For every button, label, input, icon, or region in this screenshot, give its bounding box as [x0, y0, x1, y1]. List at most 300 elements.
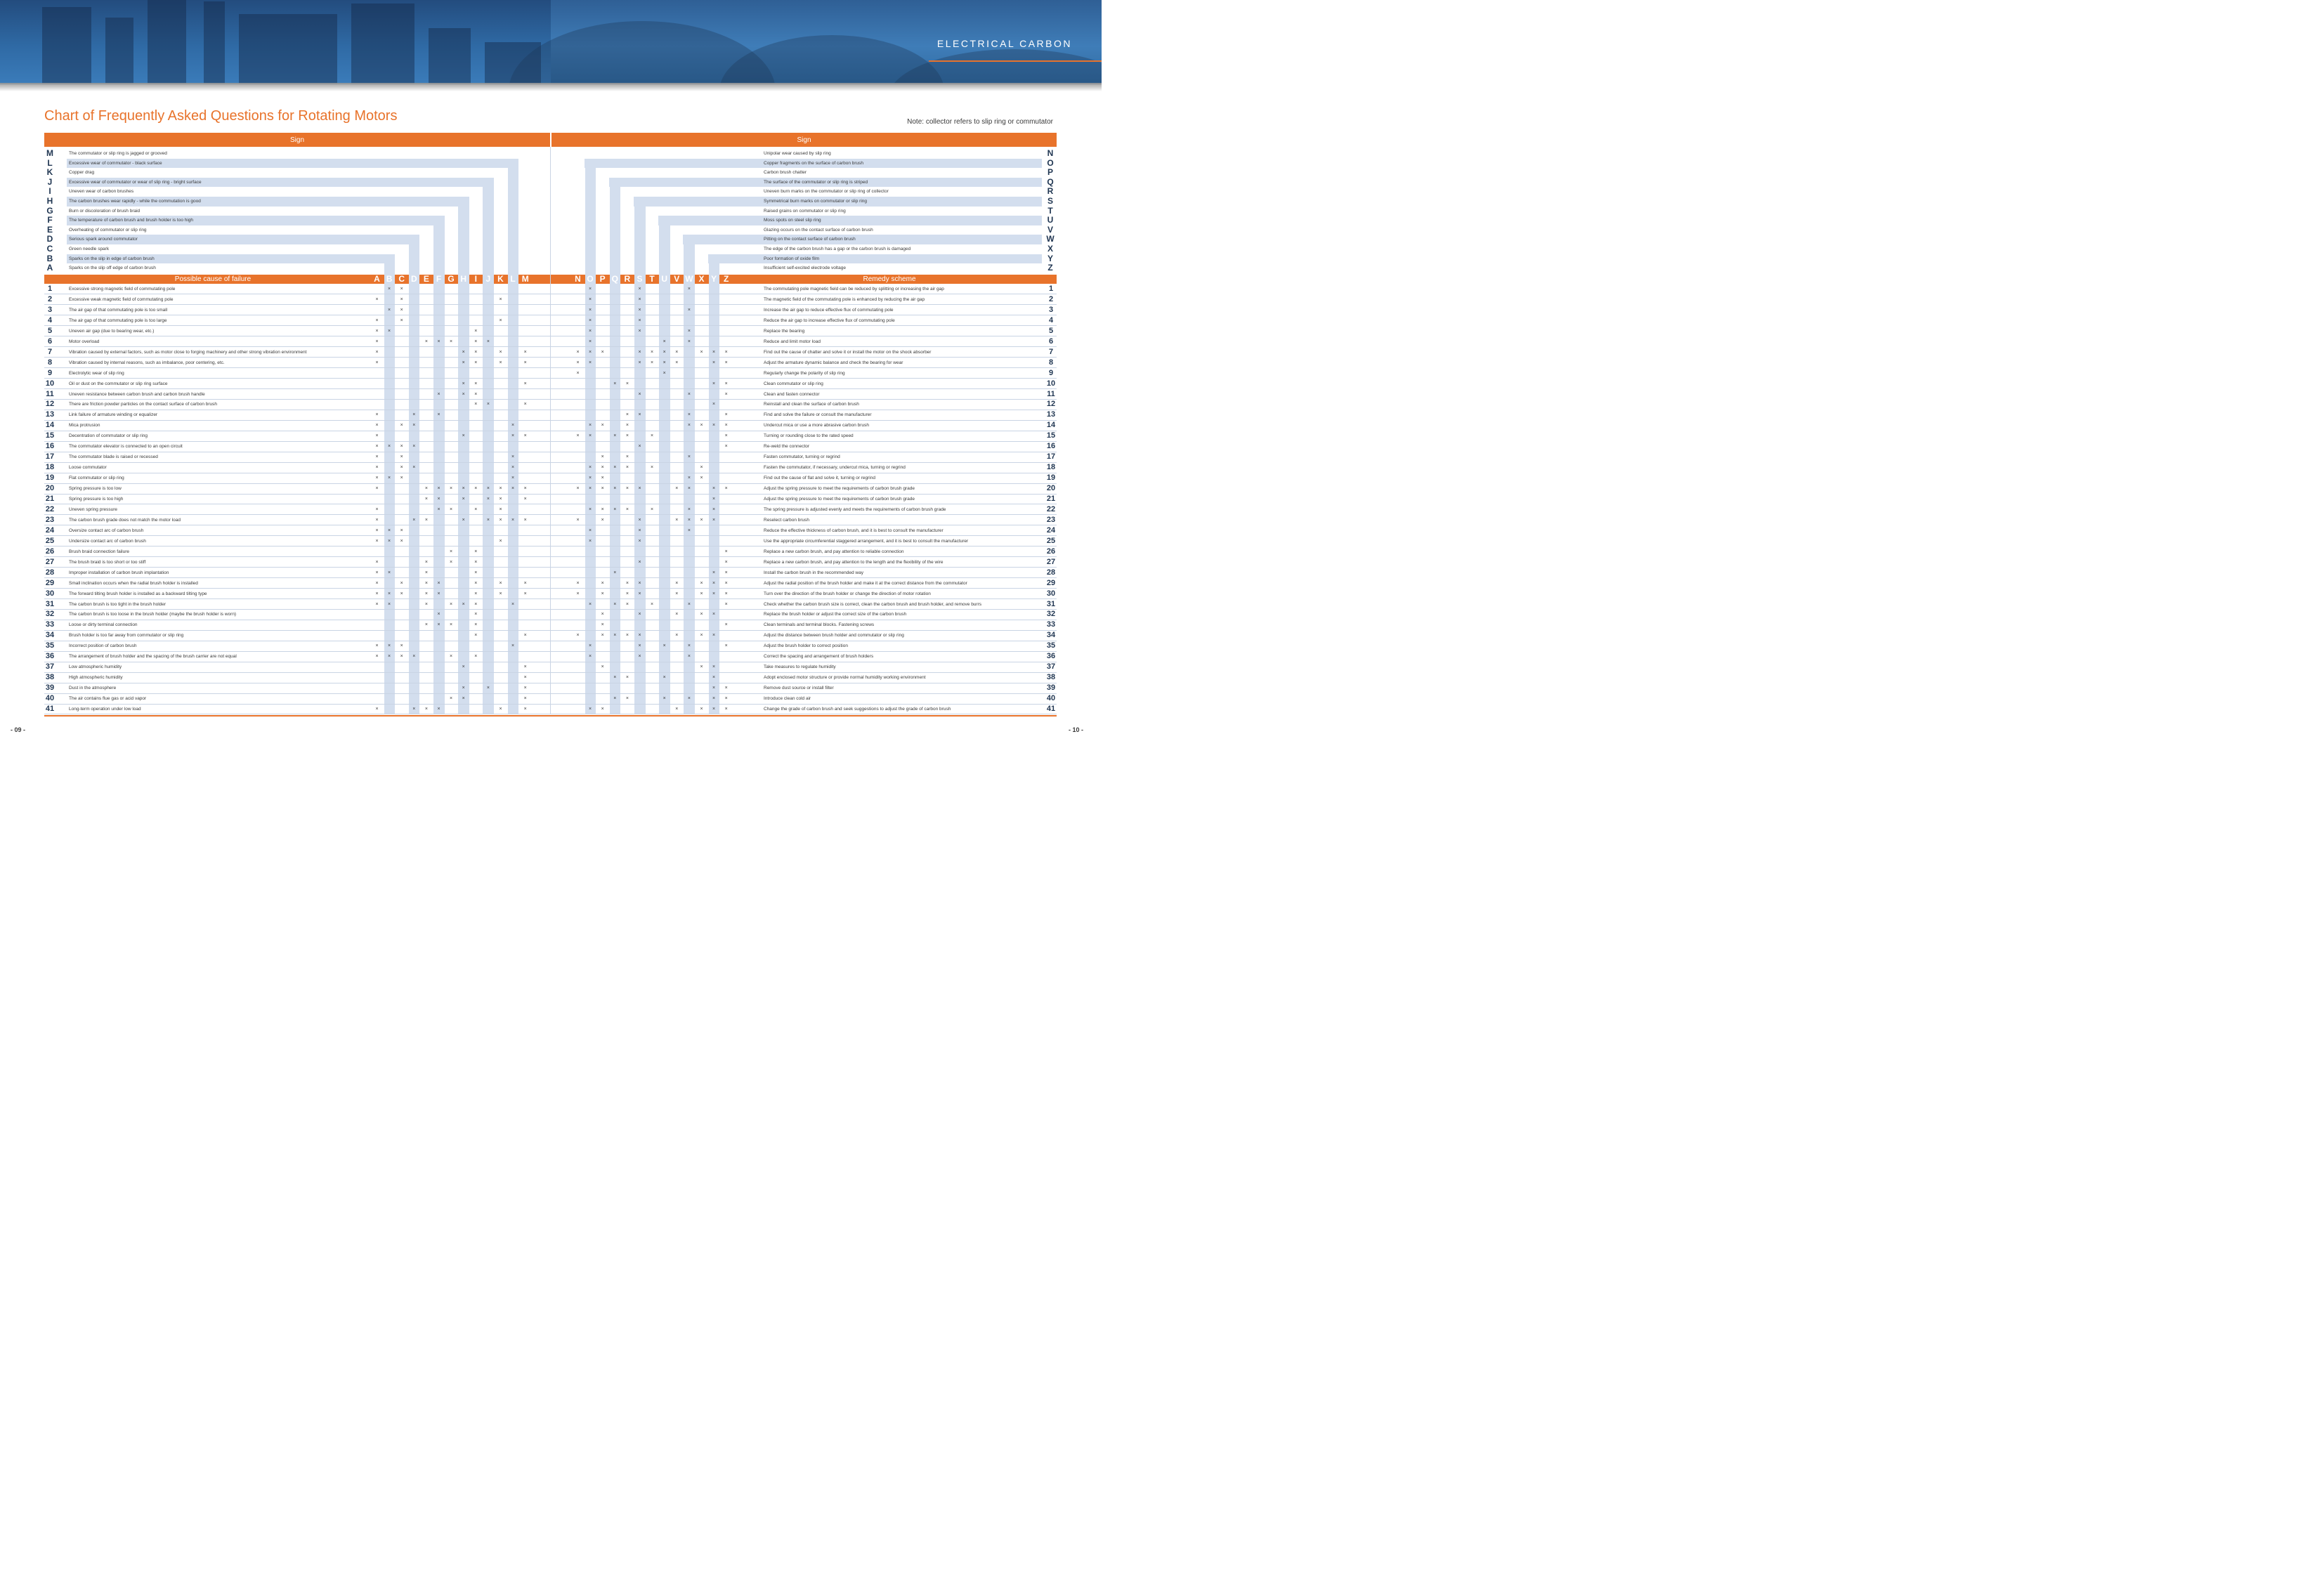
mark-a: ×	[375, 559, 379, 565]
row-number: 19	[45, 473, 55, 483]
remedy-text: Clean commutator or slip ring	[764, 381, 823, 386]
cause-text: Small inclination occurs when the radial brush holder is installed	[69, 580, 198, 586]
row-number: 41	[1046, 705, 1056, 713]
mark-p: ×	[601, 454, 604, 460]
mark-a: ×	[375, 360, 379, 365]
remedy-text: Correct the spacing and arrangement of brush holders	[764, 654, 874, 660]
page-number-right: - 10 -	[1069, 726, 1084, 733]
mark-o: ×	[589, 328, 592, 334]
remedy-text: Clean terminals and terminal blocks. Fastening screws	[764, 622, 875, 628]
mark-a: ×	[375, 601, 379, 607]
mark-o: ×	[589, 307, 592, 313]
remedy-text: Find and solve the failure or consult the manufacturer	[764, 412, 872, 418]
mark-e: ×	[424, 622, 428, 628]
mark-i: ×	[474, 622, 478, 628]
mark-p: ×	[601, 423, 604, 428]
cause-text: Decentration of commutator or slip ring	[69, 433, 148, 439]
mark-d: ×	[412, 412, 416, 418]
column-letter-u: U	[661, 274, 668, 284]
mark-l: ×	[511, 423, 515, 428]
mark-s: ×	[638, 486, 641, 492]
column-band-j	[483, 178, 494, 714]
mark-q: ×	[613, 601, 617, 607]
remedy-text: Replace the brush holder or adjust the correct size of the carbon brush	[764, 612, 907, 617]
mark-s: ×	[638, 517, 641, 523]
sign-strip-u	[658, 216, 1042, 225]
row-number: 35	[1046, 641, 1056, 650]
sign-letter-c: C	[46, 244, 53, 254]
row-number: 27	[45, 557, 55, 566]
mark-w: ×	[687, 696, 691, 702]
remedy-header: Remedy scheme	[863, 275, 916, 283]
row-number: 31	[45, 599, 55, 608]
sign-text-s: Symmetrical burn marks on commutator or slip ring	[764, 199, 868, 204]
mark-r: ×	[625, 454, 629, 460]
column-band-u	[659, 216, 670, 714]
mark-a: ×	[375, 423, 379, 428]
row-divider	[44, 441, 1057, 442]
mark-c: ×	[400, 643, 403, 649]
mark-z: ×	[724, 570, 728, 575]
mark-t: ×	[651, 601, 654, 607]
mark-z: ×	[724, 423, 728, 428]
mark-c: ×	[400, 476, 403, 481]
column-letter-f: F	[436, 274, 442, 284]
faq-chart	[0, 0, 1102, 738]
mark-m: ×	[523, 665, 527, 670]
mark-i: ×	[474, 591, 478, 596]
mark-a: ×	[375, 465, 379, 471]
row-number: 35	[45, 641, 55, 650]
mark-r: ×	[625, 381, 629, 386]
mark-w: ×	[687, 412, 691, 418]
mark-z: ×	[724, 486, 728, 492]
row-number: 39	[1046, 683, 1056, 693]
cause-text: Vibration caused by external factors, such as motor close to forging machinery and other strong vibration environment	[69, 349, 307, 355]
sign-letter-m: M	[46, 148, 53, 158]
row-number: 2	[47, 294, 53, 303]
row-number: 15	[1046, 431, 1056, 440]
column-band-f	[433, 216, 445, 714]
sign-header-left: Sign	[44, 133, 550, 147]
row-number: 32	[1046, 610, 1056, 619]
mark-i: ×	[474, 328, 478, 334]
mark-j: ×	[486, 517, 490, 523]
mark-a: ×	[375, 296, 379, 302]
page-number-left: - 09 -	[11, 726, 26, 733]
row-divider	[44, 546, 1057, 547]
row-number: 20	[1046, 484, 1056, 493]
cause-text: Brush holder is too far away from commutator or slip ring	[69, 633, 184, 639]
mark-a: ×	[375, 528, 379, 533]
cause-text: The air gap of that commutating pole is too small	[69, 307, 168, 313]
cause-text: The commutator elevator is connected to an open circuit	[69, 444, 183, 450]
mark-a: ×	[375, 486, 379, 492]
mark-c: ×	[400, 423, 403, 428]
sign-text-d: Serious spark around commutator	[69, 237, 138, 242]
mark-v: ×	[675, 580, 679, 586]
cause-text: The commutator blade is raised or recessed	[69, 454, 158, 460]
mark-h: ×	[462, 381, 465, 386]
mark-a: ×	[375, 433, 379, 439]
mark-i: ×	[474, 559, 478, 565]
column-letter-n: N	[575, 274, 581, 284]
mark-m: ×	[523, 433, 527, 439]
mark-a: ×	[375, 506, 379, 512]
mark-o: ×	[589, 528, 592, 533]
mark-h: ×	[462, 433, 465, 439]
mark-r: ×	[625, 433, 629, 439]
sign-letter-w: W	[1046, 234, 1055, 244]
cause-text: Uneven resistance between carbon brush and carbon brush handle	[69, 391, 205, 397]
column-letter-w: W	[685, 274, 693, 284]
mark-m: ×	[523, 497, 527, 502]
row-number: 39	[45, 683, 55, 693]
mark-i: ×	[474, 339, 478, 344]
mark-w: ×	[687, 601, 691, 607]
sign-letter-a: A	[46, 263, 53, 273]
mark-s: ×	[638, 559, 641, 565]
row-number: 7	[47, 347, 53, 356]
mark-y: ×	[712, 665, 716, 670]
mark-n: ×	[576, 349, 580, 355]
remedy-text: Change the grade of carbon brush and seek suggestions to adjust the grade of carbon brush	[764, 707, 951, 712]
row-number: 29	[1046, 578, 1056, 587]
sign-letter-f: F	[47, 215, 53, 225]
row-divider	[44, 325, 1057, 326]
mark-b: ×	[388, 643, 391, 649]
mark-z: ×	[724, 412, 728, 418]
row-number: 18	[45, 463, 55, 472]
row-number: 16	[1046, 442, 1056, 451]
mark-p: ×	[601, 580, 604, 586]
mark-i: ×	[474, 549, 478, 554]
mark-b: ×	[388, 591, 391, 596]
mark-h: ×	[462, 517, 465, 523]
sign-text-k: Copper drag	[69, 170, 95, 176]
column-letter-g: G	[448, 274, 455, 284]
remedy-text: Adjust the brush holder to correct position	[764, 643, 848, 649]
row-number: 38	[1046, 673, 1056, 682]
row-number: 19	[1046, 473, 1056, 483]
mark-x: ×	[700, 476, 703, 481]
remedy-text: Install the carbon brush in the recommended way	[764, 570, 863, 575]
row-number: 17	[1046, 452, 1056, 462]
sign-letter-r: R	[1047, 186, 1054, 197]
mark-r: ×	[625, 633, 629, 639]
sign-text-y: Poor formation of oxide film	[764, 256, 820, 261]
mark-r: ×	[625, 591, 629, 596]
mark-o: ×	[589, 465, 592, 471]
mark-d: ×	[412, 654, 416, 660]
mark-b: ×	[388, 476, 391, 481]
sign-strip-w	[683, 235, 1042, 244]
sign-letter-z: Z	[1047, 263, 1053, 273]
mark-q: ×	[613, 570, 617, 575]
mark-i: ×	[474, 381, 478, 386]
mark-r: ×	[625, 506, 629, 512]
sign-text-z: Insufficient self-excited electrode voltage	[764, 266, 846, 271]
sign-header-right: Sign	[551, 133, 1057, 147]
mark-z: ×	[724, 549, 728, 554]
mark-e: ×	[424, 601, 428, 607]
mark-w: ×	[687, 476, 691, 481]
cause-text: Uneven air gap (due to bearing wear, etc.)	[69, 328, 155, 334]
mark-b: ×	[388, 287, 391, 292]
mark-j: ×	[486, 339, 490, 344]
cause-text: Incorrect position of carbon brush	[69, 643, 137, 649]
mark-i: ×	[474, 601, 478, 607]
sign-text-a: Sparks on the slip off edge of carbon brush	[69, 266, 156, 271]
remedy-text: Adjust the spring pressure to meet the requirements of carbon brush grade	[764, 497, 915, 502]
row-divider	[44, 367, 1057, 368]
row-number: 8	[1048, 358, 1054, 367]
mark-f: ×	[437, 612, 440, 617]
remedy-text: Adjust the radial position of the brush holder and make it at the correct distance from the commutator	[764, 580, 967, 586]
remedy-text: Adopt enclosed motor structure or provide normal humidity working environment	[764, 675, 926, 681]
mark-r: ×	[625, 601, 629, 607]
mark-m: ×	[523, 381, 527, 386]
sign-letter-x: X	[1047, 244, 1053, 254]
mark-w: ×	[687, 328, 691, 334]
remedy-text: Replace a new carbon brush, and pay attention to reliable connection	[764, 549, 904, 554]
mark-d: ×	[412, 517, 416, 523]
mark-l: ×	[511, 601, 515, 607]
remedy-text: Take measures to regulate humidity	[764, 665, 836, 670]
mark-m: ×	[523, 517, 527, 523]
mark-z: ×	[724, 349, 728, 355]
mark-s: ×	[638, 349, 641, 355]
row-number: 29	[45, 578, 55, 587]
mark-c: ×	[400, 454, 403, 460]
mark-e: ×	[424, 339, 428, 344]
mark-u: ×	[662, 370, 666, 376]
row-number: 16	[45, 442, 55, 451]
brand-label: ELECTRICAL CARBON	[936, 38, 1072, 49]
mark-o: ×	[589, 707, 592, 712]
row-number: 2	[1048, 294, 1054, 303]
mark-g: ×	[450, 654, 453, 660]
mark-a: ×	[375, 328, 379, 334]
cause-text: Loose commutator	[69, 465, 107, 471]
mark-m: ×	[523, 349, 527, 355]
mark-i: ×	[474, 633, 478, 639]
column-letter-k: K	[497, 274, 504, 284]
row-number: 5	[1048, 326, 1054, 335]
column-letter-y: Y	[711, 274, 717, 284]
cause-header: Possible cause of failure	[174, 275, 252, 283]
row-number: 27	[1046, 557, 1056, 566]
mark-f: ×	[437, 497, 440, 502]
mark-n: ×	[576, 580, 580, 586]
mark-c: ×	[400, 528, 403, 533]
mark-p: ×	[601, 517, 604, 523]
mark-n: ×	[576, 517, 580, 523]
table-bottom-rule	[44, 715, 1057, 716]
mark-y: ×	[712, 707, 716, 712]
sign-text-b: Sparks on the slip in edge of carbon brush	[69, 256, 155, 261]
mark-p: ×	[601, 591, 604, 596]
mark-x: ×	[700, 349, 703, 355]
mark-i: ×	[474, 654, 478, 660]
column-band-d	[409, 235, 420, 714]
cause-text: Oversize contact arc of carbon brush	[69, 528, 144, 533]
remedy-text: Remove dust source or install filter	[764, 686, 834, 691]
remedy-text: Check whether the carbon brush size is correct, clean the carbon brush and brush holder, and remove burrs	[764, 601, 982, 607]
mark-i: ×	[474, 360, 478, 365]
mark-s: ×	[638, 412, 641, 418]
cause-text: The air contains flue gas or acid vapor	[69, 696, 147, 702]
row-number: 10	[45, 379, 55, 388]
row-divider	[44, 567, 1057, 568]
mark-e: ×	[424, 517, 428, 523]
mark-a: ×	[375, 349, 379, 355]
column-letter-m: M	[521, 274, 529, 284]
row-divider	[44, 420, 1057, 421]
sign-letter-t: T	[1047, 205, 1053, 216]
column-letter-c: C	[398, 274, 405, 284]
row-number: 13	[45, 410, 55, 419]
mark-i: ×	[474, 349, 478, 355]
mark-k: ×	[499, 591, 502, 596]
row-number: 25	[1046, 536, 1056, 545]
mark-o: ×	[589, 643, 592, 649]
mark-c: ×	[400, 538, 403, 544]
mark-o: ×	[589, 654, 592, 660]
remedy-text: Replace a new carbon brush, and pay attention to the length and the flexibility of the wire	[764, 559, 944, 565]
column-letter-d: D	[410, 274, 417, 284]
row-number: 28	[45, 568, 55, 577]
mark-s: ×	[638, 643, 641, 649]
row-number: 8	[47, 358, 53, 367]
mark-h: ×	[462, 601, 465, 607]
mark-x: ×	[700, 423, 703, 428]
sign-text-g: Burn or discoloration of brush braid	[69, 208, 141, 214]
mark-h: ×	[462, 349, 465, 355]
mark-y: ×	[712, 402, 716, 407]
column-letter-i: I	[474, 274, 477, 284]
sign-text-t: Raised grains on commutator or slip ring	[764, 208, 846, 214]
row-number: 14	[1046, 421, 1056, 430]
column-letter-p: P	[599, 274, 606, 284]
mark-k: ×	[499, 296, 502, 302]
mark-l: ×	[511, 476, 515, 481]
row-number: 10	[1046, 379, 1056, 388]
mark-k: ×	[499, 318, 502, 323]
mark-n: ×	[576, 433, 580, 439]
sign-letter-n: N	[1047, 148, 1054, 158]
mark-m: ×	[523, 402, 527, 407]
row-number: 30	[1046, 589, 1056, 598]
mark-w: ×	[687, 339, 691, 344]
cause-text: Spring pressure is too low	[69, 486, 122, 492]
mark-n: ×	[576, 633, 580, 639]
cause-text: The carbon brush is too tight in the brush holder	[69, 601, 167, 607]
row-number: 11	[1047, 389, 1055, 398]
mark-t: ×	[651, 465, 654, 471]
row-number: 28	[1046, 568, 1056, 577]
mark-p: ×	[601, 633, 604, 639]
row-divider	[44, 630, 1057, 631]
column-letter-a: A	[374, 274, 380, 284]
mark-u: ×	[662, 643, 666, 649]
row-number: 3	[47, 305, 53, 314]
sign-letter-l: L	[47, 157, 53, 168]
sign-text-w: Pitting on the contact surface of carbon brush	[764, 237, 856, 242]
mark-s: ×	[638, 328, 641, 334]
mark-n: ×	[576, 486, 580, 492]
mark-q: ×	[613, 506, 617, 512]
mark-y: ×	[712, 506, 716, 512]
column-letter-z: Z	[724, 274, 729, 284]
mark-k: ×	[499, 517, 502, 523]
mark-y: ×	[712, 517, 716, 523]
mark-m: ×	[523, 696, 527, 702]
mark-v: ×	[675, 486, 679, 492]
mark-s: ×	[638, 528, 641, 533]
mark-e: ×	[424, 707, 428, 712]
mark-a: ×	[375, 339, 379, 344]
column-letter-h: H	[460, 274, 467, 284]
cause-text: Low atmospheric humidity	[69, 665, 122, 670]
mark-o: ×	[589, 433, 592, 439]
cause-text: Loose or dirty terminal connection	[69, 622, 138, 628]
row-number: 11	[46, 389, 54, 398]
mark-s: ×	[638, 633, 641, 639]
row-number: 15	[45, 431, 55, 440]
mark-k: ×	[499, 506, 502, 512]
cause-text: The arrangement of brush holder and the spacing of the brush carrier are not equal	[69, 654, 237, 660]
mark-t: ×	[651, 433, 654, 439]
mark-s: ×	[638, 444, 641, 450]
mark-w: ×	[687, 654, 691, 660]
mark-f: ×	[437, 580, 440, 586]
mark-z: ×	[724, 622, 728, 628]
mark-v: ×	[675, 349, 679, 355]
row-number: 21	[45, 495, 55, 503]
mark-a: ×	[375, 476, 379, 481]
row-number: 30	[45, 589, 55, 598]
mark-c: ×	[400, 287, 403, 292]
column-letter-x: X	[698, 274, 705, 284]
sign-letter-o: O	[1047, 157, 1054, 168]
sign-letter-p: P	[1047, 167, 1053, 178]
sign-text-n: Unipolar wear caused by slip ring	[764, 151, 831, 156]
mark-x: ×	[700, 633, 703, 639]
mark-c: ×	[400, 580, 403, 586]
row-number: 38	[45, 673, 55, 682]
mark-x: ×	[700, 465, 703, 471]
cause-text: Flat commutator or slip ring	[69, 476, 124, 481]
mark-d: ×	[412, 444, 416, 450]
mark-w: ×	[687, 486, 691, 492]
mark-z: ×	[724, 444, 728, 450]
mark-s: ×	[638, 318, 641, 323]
mark-o: ×	[589, 287, 592, 292]
mark-o: ×	[589, 506, 592, 512]
column-letter-v: V	[674, 274, 680, 284]
sign-text-o: Copper fragments on the surface of carbon brush	[764, 160, 863, 166]
row-number: 4	[47, 315, 53, 325]
cause-text: Mica protrusion	[69, 423, 100, 428]
mark-k: ×	[499, 349, 502, 355]
column-letter-o: O	[587, 274, 594, 284]
mark-l: ×	[511, 517, 515, 523]
sign-text-f: The temperature of carbon brush and brush holder is too high	[69, 218, 194, 223]
row-number: 9	[1048, 368, 1054, 377]
mark-n: ×	[576, 360, 580, 365]
mark-r: ×	[625, 675, 629, 681]
